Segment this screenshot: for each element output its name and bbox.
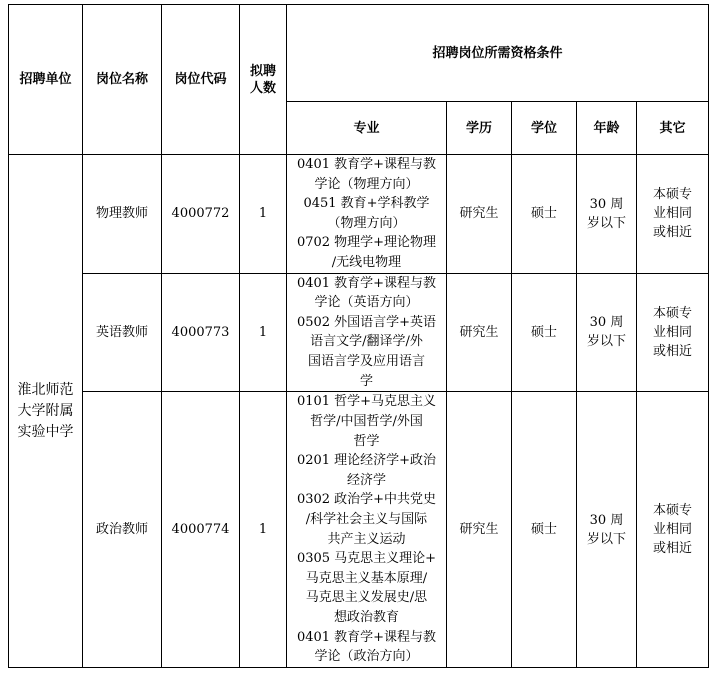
major-line: 学论（物理方向） — [314, 176, 419, 192]
major-line: （物理方向） — [327, 215, 406, 231]
major-line: 想政治教育 — [333, 610, 399, 625]
major-cell — [287, 392, 447, 668]
major-line: 0101 哲学+马克思主义 — [296, 394, 437, 410]
major-cell — [287, 273, 447, 392]
other-cell — [637, 392, 709, 668]
header-position: 岗位名称 — [83, 5, 162, 155]
other-line: 本硕专 — [652, 305, 692, 321]
major-line: 0201 理论经济学+政治 — [296, 453, 437, 469]
header-count-line: 拟聘 — [249, 63, 276, 79]
degree-cell: 硕士 — [512, 273, 577, 392]
major-cell — [287, 155, 447, 274]
education-cell: 研究生 — [447, 392, 512, 668]
unit-cell — [9, 155, 83, 668]
major-line: 国语言学及应用语言 — [307, 353, 425, 369]
header-code: 岗位代码 — [162, 5, 240, 155]
age-line: 30 周 — [589, 196, 624, 212]
other-line: 或相近 — [652, 541, 692, 557]
degree-cell: 硕士 — [512, 392, 577, 668]
count-cell: 1 — [240, 155, 287, 274]
header-degree: 学位 — [512, 102, 577, 155]
other-line: 业相同 — [652, 522, 692, 538]
header-count — [240, 5, 287, 155]
major-line: 共产主义运动 — [327, 531, 406, 547]
major-line: 0502 外国语言学+英语 — [296, 314, 437, 330]
major-line: 马克思主义基本原理/ — [305, 570, 428, 586]
major-line: 0302 政治学+中共党史 — [296, 492, 437, 508]
age-cell — [577, 273, 637, 392]
education-cell: 研究生 — [447, 273, 512, 392]
major-line: 哲学/中国哲学/外国 — [310, 414, 423, 430]
major-line: 学论（政治方向） — [314, 649, 419, 665]
header-age: 年龄 — [577, 102, 637, 155]
education-cell: 研究生 — [447, 155, 512, 274]
header-major: 专业 — [287, 102, 447, 155]
major-line: 0702 物理学+理论物理 — [296, 235, 437, 251]
degree-cell: 硕士 — [512, 155, 577, 274]
table-row — [9, 273, 709, 392]
major-line: 0401 教育学+课程与教 — [296, 275, 437, 291]
other-cell — [637, 155, 709, 274]
header-education: 学历 — [447, 102, 512, 155]
major-line: 0451 教育+学科教学 — [303, 196, 430, 212]
age-line: 岁以下 — [586, 215, 626, 231]
position-cell: 物理教师 — [83, 155, 162, 274]
code-cell: 4000772 — [162, 155, 240, 274]
age-line: 岁以下 — [586, 531, 626, 547]
major-line: 学论（英语方向） — [314, 295, 419, 311]
major-line: 语言文学/翻译学/外 — [310, 334, 423, 350]
unit-line: 淮北师范 — [17, 381, 74, 398]
age-line: 30 周 — [589, 512, 624, 528]
major-line: 经济学 — [346, 472, 386, 488]
count-cell: 1 — [240, 392, 287, 668]
major-line: /科学社会主义与国际 — [305, 512, 428, 528]
code-cell: 4000774 — [162, 392, 240, 668]
count-cell: 1 — [240, 273, 287, 392]
other-line: 或相近 — [652, 225, 692, 241]
age-cell — [577, 392, 637, 668]
recruitment-table — [8, 4, 709, 668]
major-line: 0305 马克思主义理论+ — [296, 551, 437, 567]
major-line: 哲学 — [353, 433, 380, 449]
other-line: 业相同 — [652, 206, 692, 222]
header-row-top — [9, 5, 709, 102]
major-line: 0401 教育学+课程与教 — [296, 629, 437, 645]
header-count-line: 人数 — [249, 80, 276, 96]
other-cell — [637, 273, 709, 392]
major-line: 马克思主义发展史/思 — [305, 590, 428, 606]
age-line: 30 周 — [589, 315, 624, 331]
position-cell: 政治教师 — [83, 392, 162, 668]
major-line: 0401 教育学+课程与教 — [296, 157, 437, 172]
header-unit: 招聘单位 — [9, 5, 83, 155]
other-line: 业相同 — [652, 324, 692, 340]
other-line: 本硕专 — [652, 187, 692, 203]
major-line: /无线电物理 — [331, 254, 402, 270]
age-cell — [577, 155, 637, 274]
major-line: 学 — [359, 373, 373, 389]
header-qualifications: 招聘岗位所需资格条件 — [287, 5, 709, 102]
age-line: 岁以下 — [586, 334, 626, 350]
unit-line: 实验中学 — [17, 423, 74, 440]
position-cell: 英语教师 — [83, 273, 162, 392]
header-other: 其它 — [637, 102, 709, 155]
other-line: 本硕专 — [652, 503, 692, 519]
code-cell: 4000773 — [162, 273, 240, 392]
unit-line: 大学附属 — [17, 402, 74, 419]
table-row — [9, 392, 709, 668]
table-row — [9, 155, 709, 274]
other-line: 或相近 — [652, 343, 692, 359]
